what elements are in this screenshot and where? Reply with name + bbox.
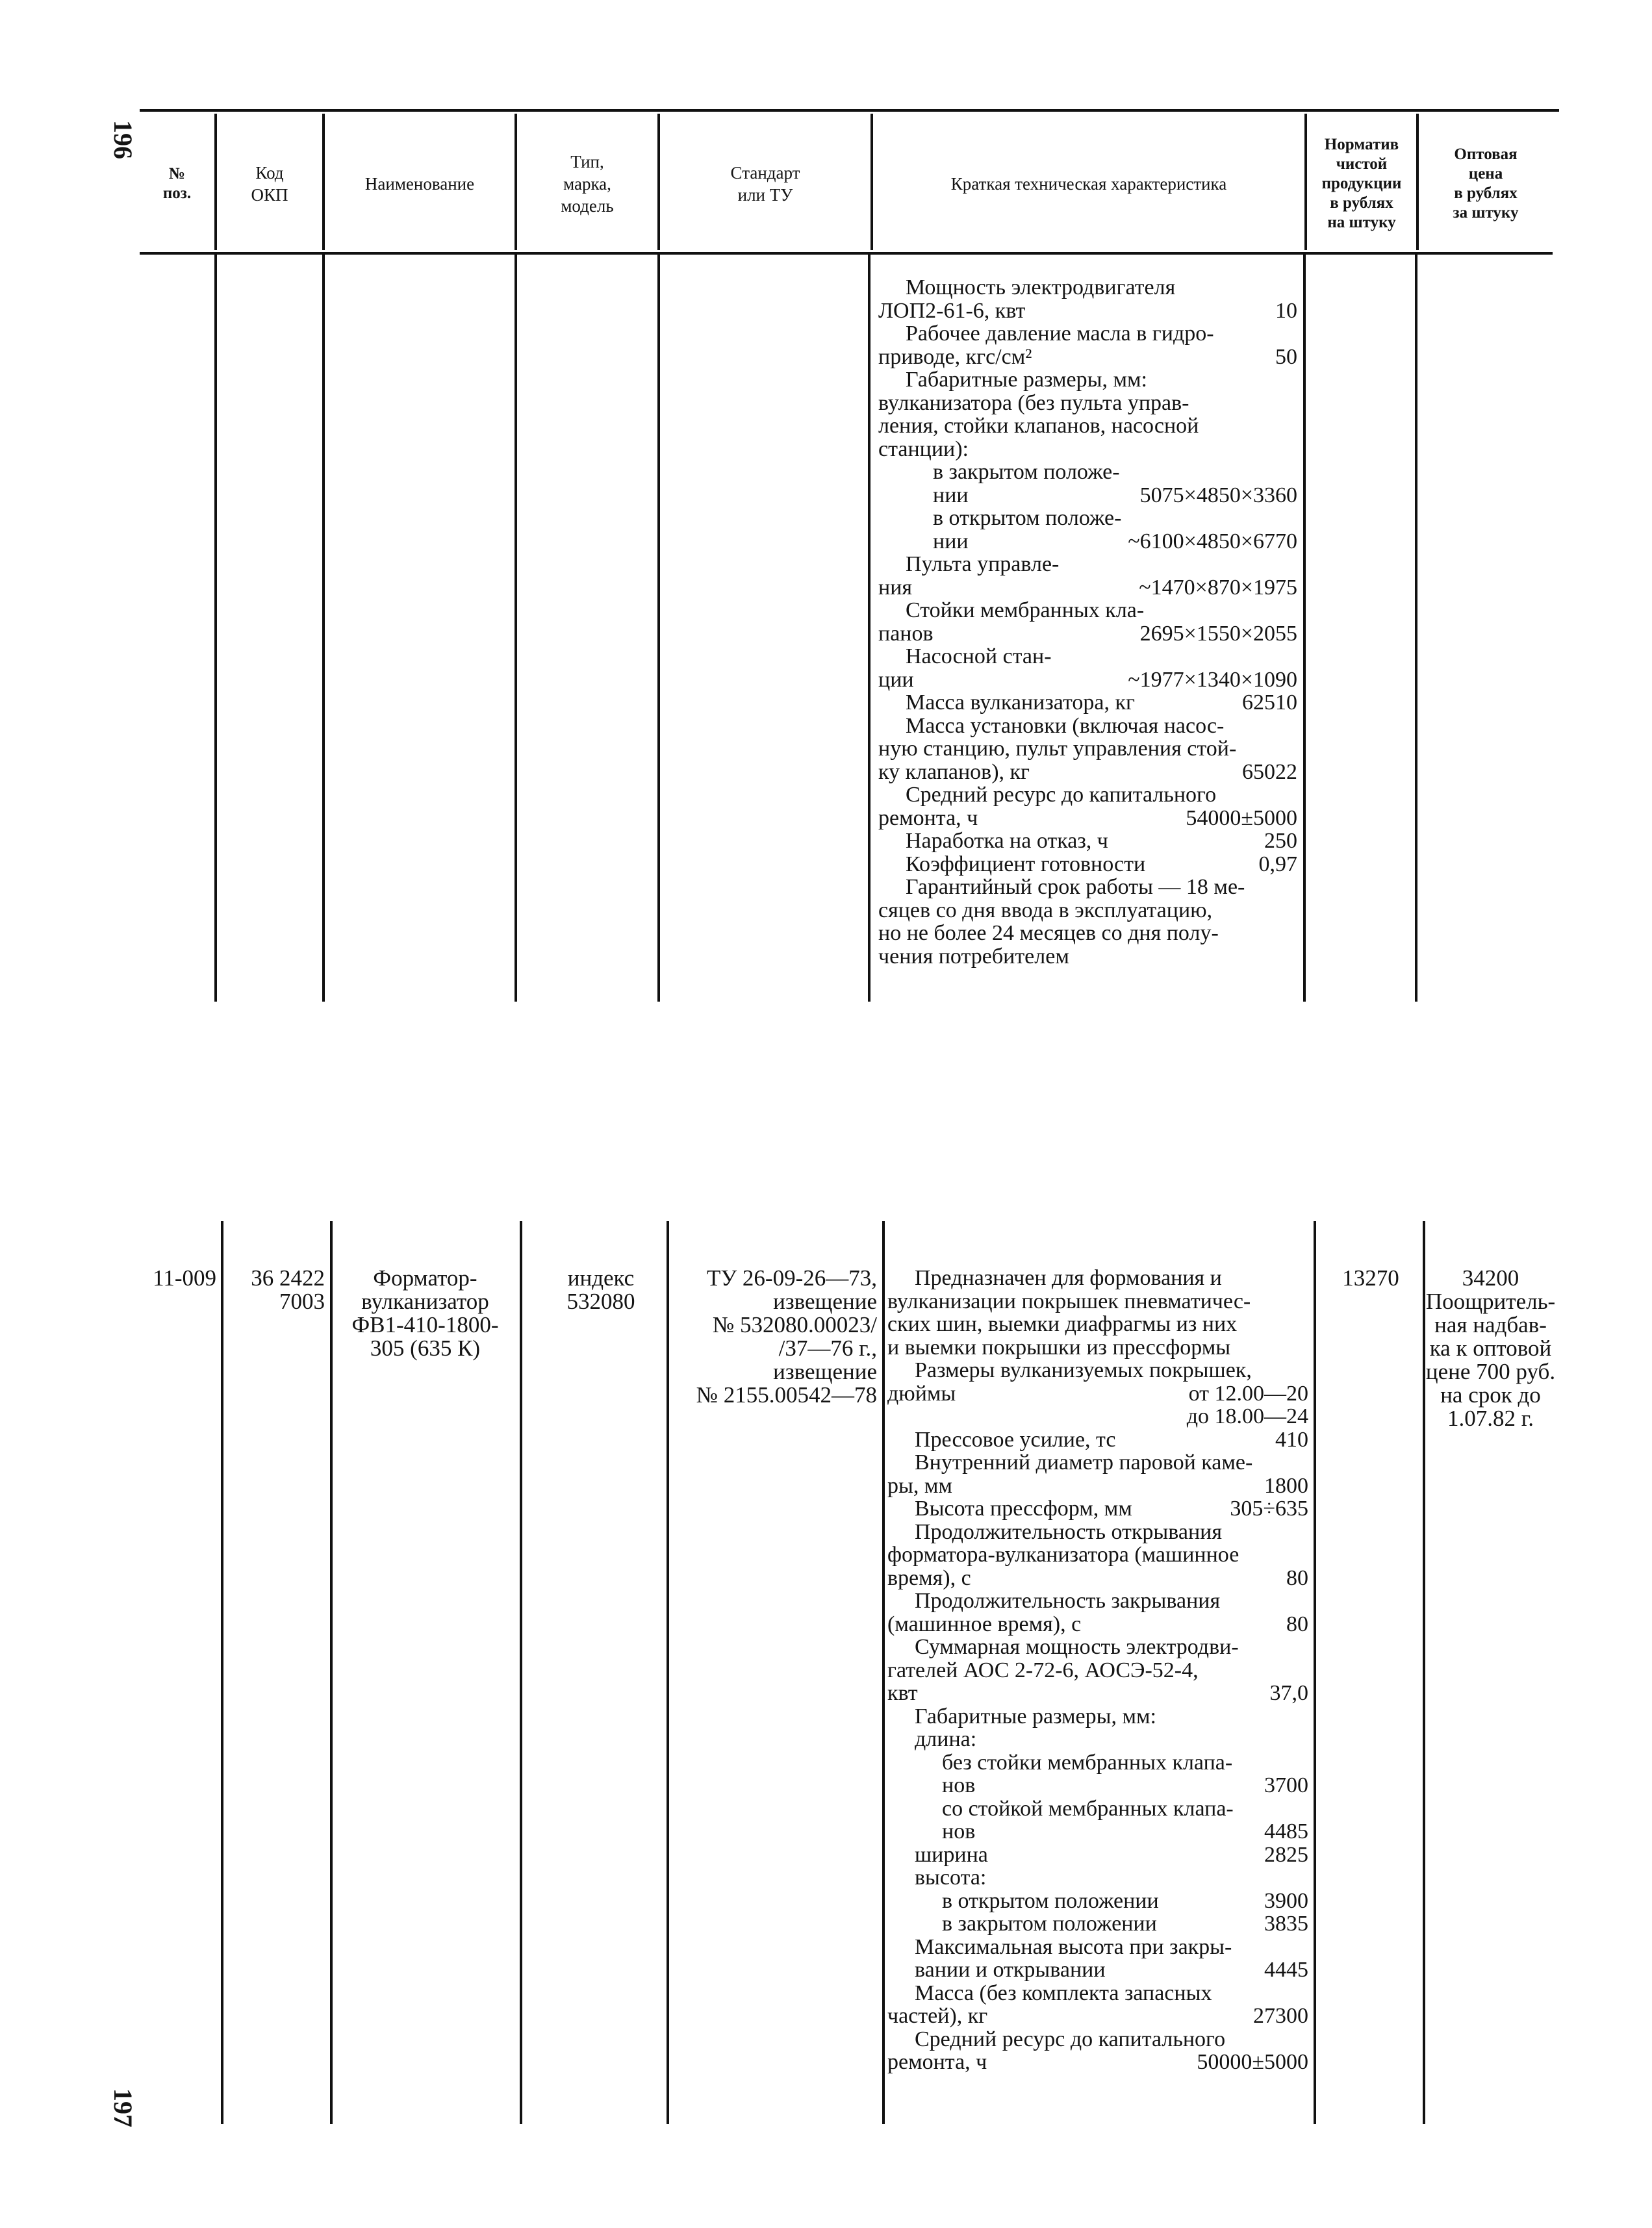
spec-line-value: ~1470×870×1975 [1139,575,1297,600]
spec-line-text: приводе, кгс/см² [878,344,1032,369]
header-model: Тип, марка, модель [561,151,614,216]
column-rule [322,255,325,1002]
spec-line [887,1543,1308,1567]
cell-norm: 13270 [1342,1265,1399,1291]
spec-line [887,1382,1308,1406]
spec-line [878,507,1297,530]
spec-line [878,576,1297,600]
spec-line-value: 305÷635 [1230,1497,1308,1521]
column-rule [1314,1221,1316,2124]
spec-line [887,1982,1308,2005]
spec-line [887,1751,1308,1775]
spec-line-text: Масса вулканизатора, кг [906,690,1135,715]
spec-line [887,1774,1308,1797]
spec-line [878,829,1297,853]
spec-line-value: ~6100×4850×6770 [1128,529,1297,553]
spec-line [887,1589,1308,1613]
spec-line-value: 4445 [1264,1958,1308,1982]
spec-line [887,1497,1308,1521]
spec-line-value: от 12.00—20 [1188,1381,1308,1406]
spec-line-text: без стойки мембранных клапа- [942,1750,1233,1775]
spec-line-text: квт [887,1681,918,1705]
spec-line [878,853,1297,876]
spec-line-text: нии [933,529,969,553]
spec-line-text: Продолжительность открывания [915,1519,1222,1544]
column-rule [214,255,217,1002]
spec-line [878,807,1297,830]
column-rule [882,1221,885,2124]
column-rule [868,255,870,1002]
spec-line-text: Размеры вулканизуемых покрышек, [915,1358,1252,1382]
cell-standard: ТУ 26-09-26—73, извещение № 532080.00023/ /37—76 г., извещение № 2155.00542—78 [696,1265,877,1408]
spec-line-text: дюймы [887,1381,956,1406]
spec-line [887,1682,1308,1705]
spec-line-value: 1800 [1264,1473,1308,1498]
spec-line-text: нов [942,1773,976,1797]
spec-line-text: ремонта, ч [887,2050,987,2074]
header-okp: Код ОКП [251,162,288,205]
spec-line [887,1728,1308,1751]
spec-line [887,1890,1308,1913]
spec-line-value: 3700 [1264,1773,1308,1797]
spec-line-value: до 18.00—24 [1186,1404,1308,1428]
spec-line [887,1820,1308,1843]
spec-line-text: и выемки покрышки из прессформы [887,1335,1231,1360]
spec-line-value: 3900 [1264,1888,1308,1913]
spec-line-value: 0,97 [1258,852,1297,876]
spec-line-text: Средний ресурс до капитального [915,2027,1226,2051]
spec-line [887,1659,1308,1682]
spec-line [878,691,1297,715]
spec-line-value: ~1977×1340×1090 [1128,667,1297,692]
spec-line-text: высота: [915,1866,987,1890]
spec-line [878,645,1297,668]
spec-line-text: гателей АОС 2-72-6, АОСЭ-52-4, [887,1658,1199,1682]
spec-line-value: 3835 [1264,1912,1308,1936]
spec-line-text: сяцев со дня ввода в эксплуатацию, [878,898,1213,922]
spec-line-text: частей), кг [887,2004,988,2028]
spec-line-text: ции [878,667,914,692]
header-spec: Краткая техническая характеристика [950,173,1227,194]
spec-line-text: (машинное время), с [887,1612,1082,1636]
spec-line-text: Наработка на отказ, ч [906,829,1108,853]
spec-line-value: 54000±5000 [1186,805,1297,830]
spec-line-value: 4485 [1264,1819,1308,1843]
spec-line-text: Гарантийный срок работы — 18 ме- [906,875,1245,899]
spec-line-text: в закрытом положении [942,1912,1157,1936]
spec-line [878,438,1297,461]
spec-line [878,737,1297,761]
header-standard: Стандарт или ТУ [730,162,800,205]
spec-line-text: нии [933,483,969,507]
spec-line-text: время), с [887,1565,971,1590]
spec-line-text: в открытом положении [942,1888,1159,1913]
column-rule [221,1221,223,2124]
spec-line [887,1797,1308,1821]
spec-line [878,945,1297,968]
spec-line-text: Продолжительность закрывания [915,1589,1221,1613]
header-price: Оптовая цена в рублях за штуку [1453,145,1519,222]
spec-line-value: 80 [1286,1565,1308,1590]
spec-line [887,1290,1308,1313]
spec-line [887,2005,1308,2028]
spec-line-text: в закрытом положе- [933,460,1120,484]
spec-line [887,1958,1308,1982]
cell-model: индекс 532080 [566,1265,635,1314]
spec-line-text: станции): [878,437,969,461]
spec-line-text: в открытом положе- [933,506,1122,530]
column-rule [1303,255,1306,1002]
spec-line [878,299,1297,323]
page-number-bottom: 197 [108,2088,138,2127]
spec-line [887,1267,1308,1290]
spec-line [887,1912,1308,1936]
spec-line-text: Предназначен для формования и [915,1266,1222,1290]
spec-line-text: ления, стойки клапанов, насосной [878,414,1199,438]
spec-line-value: 10 [1275,298,1297,323]
header-norm: Норматив чистой продукции в рублях на штуку [1321,135,1402,231]
spec-line [878,484,1297,507]
spec-line [887,1475,1308,1498]
spec-line [887,1521,1308,1544]
spec-line [887,1936,1308,1959]
header-name: Наименование [364,173,475,194]
spec-line [878,761,1297,784]
spec-line [878,322,1297,346]
spec-line-text: Насосной стан- [906,644,1052,668]
spec-line-text: Коэффициент готовности [906,852,1146,876]
spec-line-text: ЛОП2-61-6, квт [878,298,1026,323]
spec-line-text: Габаритные размеры, мм: [906,368,1147,392]
spec-line [887,1313,1308,1336]
spec-line-text: ремонта, ч [878,805,978,830]
spec-line-value: 2695×1550×2055 [1139,621,1297,646]
cell-name: Форматор- вулканизатор ФВ1-410-1800- 305 (635 К) [351,1265,499,1361]
spec-line [887,1866,1308,1890]
spec-line [878,783,1297,807]
spec-line-text: Средний ресурс до капитального [906,783,1217,807]
spec-line-text: Суммарная мощность электродви- [915,1635,1239,1659]
spec-line-value: 65022 [1242,759,1297,784]
spec-line-text: ную станцию, пульт управления стой- [878,737,1237,761]
spec-line-text: Максимальная высота при закры- [915,1934,1232,1959]
spec-line-value: 27300 [1253,2004,1308,2028]
spec-line-text: форматора-вулканизатора (машинное [887,1543,1239,1567]
header-top-rule [140,109,1559,112]
spec-line [887,1359,1308,1382]
spec-line-text: чения потребителем [878,944,1069,968]
spec-line [878,622,1297,646]
spec-line-value: 50000±5000 [1197,2050,1308,2074]
spec-line-text: Прессовое усилие, тс [915,1427,1116,1452]
spec-line [887,1336,1308,1360]
spec-line-value: 50 [1275,344,1297,369]
spec-line-value: 250 [1264,829,1297,853]
spec-line [887,1705,1308,1728]
spec-line-text: вулканизации покрышек пневматичес- [887,1289,1251,1313]
spec-line-value: 37,0 [1269,1681,1308,1705]
spec-line-text: панов [878,621,934,646]
spec-line [887,1428,1308,1452]
spec-line [878,899,1297,922]
spec-line [887,1843,1308,1867]
spec-line-text: ры, мм [887,1473,952,1498]
spec-line-text: Габаритные размеры, мм: [915,1704,1156,1728]
spec-line [887,1451,1308,1475]
spec-line-value: 2825 [1264,1842,1308,1867]
column-rule [1415,255,1417,1002]
spec-line [878,530,1297,553]
spec-line-text: Мощность электродвигателя [906,275,1176,299]
spec-line-value: 80 [1286,1612,1308,1636]
spec-line-text: Стойки мембранных кла- [906,598,1145,622]
spec-line [887,1636,1308,1659]
spec-line [878,553,1297,576]
spec-line [887,2028,1308,2051]
spec-line-text: вулканизатора (без пульта управ- [878,390,1189,415]
spec-line-text: ширина [915,1842,988,1867]
column-rule [520,1221,522,2124]
spec-line-value: 62510 [1242,690,1297,715]
spec-line [878,599,1297,622]
spec-line [887,1405,1308,1428]
spec-line [878,715,1297,738]
cell-pos: 11-009 [153,1265,216,1291]
spec-line [878,276,1297,299]
spec-line-value: 5075×4850×3360 [1139,483,1297,507]
spec-line-text: со стойкой мембранных клапа- [942,1796,1234,1821]
cell-okp: 36 2422 7003 [251,1265,325,1314]
column-rule [657,255,660,1002]
spec-line-text: длина: [915,1727,977,1751]
header-bottom-rule [140,252,1553,255]
spec-line-text: но не более 24 месяцев со дня полу- [878,921,1219,945]
spec-line [878,461,1297,484]
spec-line [878,368,1297,392]
cell-price: 34200 Поощритель- ная надбав- ка к оптовой цене 700 руб. на срок до 1.07.82 г. [1425,1265,1556,1431]
spec-line-text: вании и открывании [915,1958,1106,1982]
spec-line [878,876,1297,899]
spec-line [887,1613,1308,1636]
spec-line-text: Рабочее давление масла в гидро- [906,322,1214,346]
spec-line [878,922,1297,945]
page-number-top: 196 [108,120,138,159]
spec-line-text: Внутренний диаметр паровой каме- [915,1450,1253,1475]
header-pos: № поз. [162,164,192,202]
spec-line-text: Пульта управле- [906,552,1060,576]
spec-line [878,668,1297,692]
spec-line [878,346,1297,369]
spec-line [878,392,1297,415]
spec-line [887,2051,1308,2074]
spec-line-text: нов [942,1819,976,1843]
spec-line-value: 410 [1275,1427,1308,1452]
spec-line-text: ских шин, выемки диафрагмы из них [887,1312,1238,1336]
column-rule [515,255,517,1002]
spec-line-text: Масса установки (включая насос- [906,713,1225,738]
spec-line [878,414,1297,438]
spec-line-text: Высота прессформ, мм [915,1497,1132,1521]
spec-line-text: ния [878,575,913,600]
spec-line [887,1567,1308,1590]
spec-line-text: ку клапанов), кг [878,759,1030,784]
spec-line-text: Масса (без комплекта запасных [915,1981,1212,2005]
